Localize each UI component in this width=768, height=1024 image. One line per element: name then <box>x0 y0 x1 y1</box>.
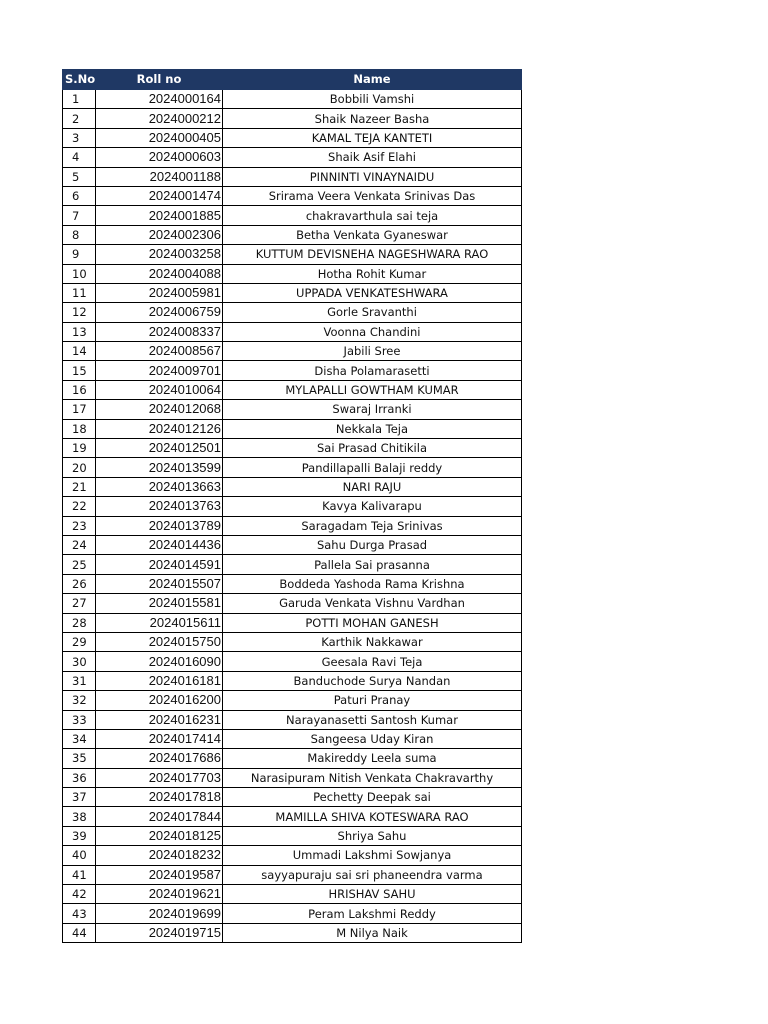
table-row <box>63 691 522 710</box>
sno-cell: 32 <box>63 691 96 710</box>
sno-cell: 33 <box>63 710 96 729</box>
table-row <box>63 322 522 341</box>
student-name-cell: Disha Polamarasetti <box>223 361 522 380</box>
roll-number-cell: 2024016200 <box>96 691 223 710</box>
student-name-cell: Pechetty Deepak sai <box>223 788 522 807</box>
student-name-cell: chakravarthula sai teja <box>223 206 522 225</box>
student-name-cell: sayyapuraju sai sri phaneendra varma <box>223 865 522 884</box>
student-name-cell: Saragadam Teja Srinivas <box>223 516 522 535</box>
sno-cell: 6 <box>63 186 96 205</box>
roll-number-cell: 2024005981 <box>96 283 223 302</box>
student-name-cell: Swaraj Irranki <box>223 400 522 419</box>
sno-cell: 44 <box>63 923 96 942</box>
table-row <box>63 749 522 768</box>
table-row <box>63 710 522 729</box>
sno-cell: 14 <box>63 342 96 361</box>
sno-cell: 7 <box>63 206 96 225</box>
sno-cell: 4 <box>63 148 96 167</box>
student-name-cell: NARI RAJU <box>223 477 522 496</box>
roll-number-cell: 2024018232 <box>96 846 223 865</box>
student-name-cell: PINNINTI VINAYNAIDU <box>223 167 522 186</box>
sno-cell: 22 <box>63 497 96 516</box>
student-name-cell: Paturi Pranay <box>223 691 522 710</box>
student-name-cell: Garuda Venkata Vishnu Vardhan <box>223 594 522 613</box>
roll-number-cell: 2024012068 <box>96 400 223 419</box>
sno-cell: 29 <box>63 632 96 651</box>
sno-cell: 26 <box>63 574 96 593</box>
student-name-cell: Karthik Nakkawar <box>223 632 522 651</box>
table-row <box>63 167 522 186</box>
table-row <box>63 846 522 865</box>
table-row <box>63 419 522 438</box>
sno-cell: 2 <box>63 109 96 128</box>
sno-cell: 8 <box>63 225 96 244</box>
table-row <box>63 768 522 787</box>
sno-cell: 36 <box>63 768 96 787</box>
roll-number-cell: 2024017844 <box>96 807 223 826</box>
student-name-cell: Sai Prasad Chitikila <box>223 439 522 458</box>
student-name-cell: Nekkala Teja <box>223 419 522 438</box>
sno-cell: 39 <box>63 826 96 845</box>
roll-number-cell: 2024002306 <box>96 225 223 244</box>
table-row <box>63 361 522 380</box>
sno-cell: 41 <box>63 865 96 884</box>
student-name-cell: Voonna Chandini <box>223 322 522 341</box>
roll-number-cell: 2024001474 <box>96 186 223 205</box>
table-row <box>63 729 522 748</box>
roll-number-cell: 2024013599 <box>96 458 223 477</box>
table-row <box>63 865 522 884</box>
student-name-cell: Narasipuram Nitish Venkata Chakravarthy <box>223 768 522 787</box>
table-row <box>63 904 522 923</box>
table-row <box>63 303 522 322</box>
student-name-cell: Shaik Nazeer Basha <box>223 109 522 128</box>
roll-number-cell: 2024016181 <box>96 671 223 690</box>
roll-number-cell: 2024000603 <box>96 148 223 167</box>
student-name-cell: Shriya Sahu <box>223 826 522 845</box>
table-row <box>63 342 522 361</box>
table-row <box>63 186 522 205</box>
column-header-roll: Roll no <box>96 70 223 90</box>
roll-number-cell: 2024008567 <box>96 342 223 361</box>
sno-cell: 17 <box>63 400 96 419</box>
student-name-cell: KUTTUM DEVISNEHA NAGESHWARA RAO <box>223 245 522 264</box>
sno-cell: 18 <box>63 419 96 438</box>
sno-cell: 20 <box>63 458 96 477</box>
roll-number-cell: 2024017414 <box>96 729 223 748</box>
sno-cell: 13 <box>63 322 96 341</box>
sno-cell: 1 <box>63 90 96 109</box>
sno-cell: 42 <box>63 885 96 904</box>
student-name-cell: Gorle Sravanthi <box>223 303 522 322</box>
roll-number-cell: 2024013763 <box>96 497 223 516</box>
student-name-cell: Boddeda Yashoda Rama Krishna <box>223 574 522 593</box>
student-name-cell: Peram Lakshmi Reddy <box>223 904 522 923</box>
student-name-cell: Pandillapalli Balaji reddy <box>223 458 522 477</box>
sno-cell: 27 <box>63 594 96 613</box>
sno-cell: 24 <box>63 535 96 554</box>
table-row <box>63 671 522 690</box>
roll-number-cell: 2024015750 <box>96 632 223 651</box>
student-name-cell: Kavya Kalivarapu <box>223 497 522 516</box>
table-row <box>63 283 522 302</box>
student-name-cell: Geesala Ravi Teja <box>223 652 522 671</box>
column-header-sno: S.No <box>63 70 96 90</box>
table-row <box>63 923 522 942</box>
roll-number-cell: 2024003258 <box>96 245 223 264</box>
roll-number-cell: 2024001885 <box>96 206 223 225</box>
student-name-cell: Pallela Sai prasanna <box>223 555 522 574</box>
roll-number-cell: 2024008337 <box>96 322 223 341</box>
roll-number-cell: 2024019587 <box>96 865 223 884</box>
roll-number-cell: 2024017703 <box>96 768 223 787</box>
roll-number-cell: 2024009701 <box>96 361 223 380</box>
header-row <box>63 70 522 90</box>
roll-number-cell: 2024000164 <box>96 90 223 109</box>
roll-number-cell: 2024019621 <box>96 885 223 904</box>
student-name-cell: Srirama Veera Venkata Srinivas Das <box>223 186 522 205</box>
roll-number-cell: 2024017686 <box>96 749 223 768</box>
table-row <box>63 497 522 516</box>
roll-number-cell: 2024019699 <box>96 904 223 923</box>
table-row <box>63 264 522 283</box>
roll-number-cell: 2024018125 <box>96 826 223 845</box>
student-name-cell: Hotha Rohit Kumar <box>223 264 522 283</box>
sno-cell: 21 <box>63 477 96 496</box>
roll-number-cell: 2024015507 <box>96 574 223 593</box>
student-name-cell: MYLAPALLI GOWTHAM KUMAR <box>223 380 522 399</box>
sno-cell: 3 <box>63 128 96 147</box>
roll-number-cell: 2024010064 <box>96 380 223 399</box>
table-row <box>63 380 522 399</box>
sno-cell: 40 <box>63 846 96 865</box>
table-row <box>63 458 522 477</box>
roll-number-cell: 2024015611 <box>96 613 223 632</box>
sno-cell: 5 <box>63 167 96 186</box>
student-name-cell: POTTI MOHAN GANESH <box>223 613 522 632</box>
roll-number-cell: 2024013789 <box>96 516 223 535</box>
table-row <box>63 535 522 554</box>
sno-cell: 34 <box>63 729 96 748</box>
table-header <box>63 70 522 90</box>
sno-cell: 35 <box>63 749 96 768</box>
roster-table <box>62 69 522 943</box>
sno-cell: 16 <box>63 380 96 399</box>
table-row <box>63 109 522 128</box>
sno-cell: 43 <box>63 904 96 923</box>
sno-cell: 12 <box>63 303 96 322</box>
roll-number-cell: 2024016231 <box>96 710 223 729</box>
table-row <box>63 90 522 109</box>
sno-cell: 30 <box>63 652 96 671</box>
table-row <box>63 885 522 904</box>
table-row <box>63 807 522 826</box>
student-name-cell: Jabili Sree <box>223 342 522 361</box>
table-row <box>63 555 522 574</box>
table-row <box>63 439 522 458</box>
roll-number-cell: 2024013663 <box>96 477 223 496</box>
student-name-cell: MAMILLA SHIVA KOTESWARA RAO <box>223 807 522 826</box>
roll-number-cell: 2024014591 <box>96 555 223 574</box>
sno-cell: 10 <box>63 264 96 283</box>
student-name-cell: Bobbili Vamshi <box>223 90 522 109</box>
sno-cell: 37 <box>63 788 96 807</box>
sno-cell: 38 <box>63 807 96 826</box>
table-row <box>63 788 522 807</box>
roll-number-cell: 2024019715 <box>96 923 223 942</box>
table-row <box>63 516 522 535</box>
roll-number-cell: 2024006759 <box>96 303 223 322</box>
table-row <box>63 632 522 651</box>
sno-cell: 25 <box>63 555 96 574</box>
roll-number-cell: 2024012501 <box>96 439 223 458</box>
student-name-cell: Betha Venkata Gyaneswar <box>223 225 522 244</box>
table-body <box>63 90 522 943</box>
table-row <box>63 613 522 632</box>
sno-cell: 23 <box>63 516 96 535</box>
student-name-cell: Makireddy Leela suma <box>223 749 522 768</box>
roll-number-cell: 2024000405 <box>96 128 223 147</box>
roll-number-cell: 2024001188 <box>96 167 223 186</box>
sno-cell: 19 <box>63 439 96 458</box>
student-name-cell: Banduchode Surya Nandan <box>223 671 522 690</box>
student-name-cell: UPPADA VENKATESHWARA <box>223 283 522 302</box>
student-name-cell: Sangeesa Uday Kiran <box>223 729 522 748</box>
table-row <box>63 477 522 496</box>
sno-cell: 11 <box>63 283 96 302</box>
roll-number-cell: 2024012126 <box>96 419 223 438</box>
sno-cell: 15 <box>63 361 96 380</box>
student-name-cell: Narayanasetti Santosh Kumar <box>223 710 522 729</box>
roll-number-cell: 2024004088 <box>96 264 223 283</box>
sno-cell: 28 <box>63 613 96 632</box>
table-row <box>63 594 522 613</box>
student-name-cell: HRISHAV SAHU <box>223 885 522 904</box>
table-row <box>63 400 522 419</box>
table-row <box>63 206 522 225</box>
student-name-cell: KAMAL TEJA KANTETI <box>223 128 522 147</box>
student-name-cell: M Nilya Naik <box>223 923 522 942</box>
roll-number-cell: 2024014436 <box>96 535 223 554</box>
column-header-name: Name <box>223 70 522 90</box>
table-row <box>63 826 522 845</box>
roll-number-cell: 2024000212 <box>96 109 223 128</box>
table-row <box>63 574 522 593</box>
student-name-cell: Shaik Asif Elahi <box>223 148 522 167</box>
sno-cell: 9 <box>63 245 96 264</box>
table-row <box>63 148 522 167</box>
student-name-cell: Ummadi Lakshmi Sowjanya <box>223 846 522 865</box>
roll-number-cell: 2024015581 <box>96 594 223 613</box>
roll-number-cell: 2024017818 <box>96 788 223 807</box>
table-row <box>63 128 522 147</box>
sno-cell: 31 <box>63 671 96 690</box>
table-row <box>63 245 522 264</box>
table-row <box>63 652 522 671</box>
student-name-cell: Sahu Durga Prasad <box>223 535 522 554</box>
table-row <box>63 225 522 244</box>
roll-number-cell: 2024016090 <box>96 652 223 671</box>
